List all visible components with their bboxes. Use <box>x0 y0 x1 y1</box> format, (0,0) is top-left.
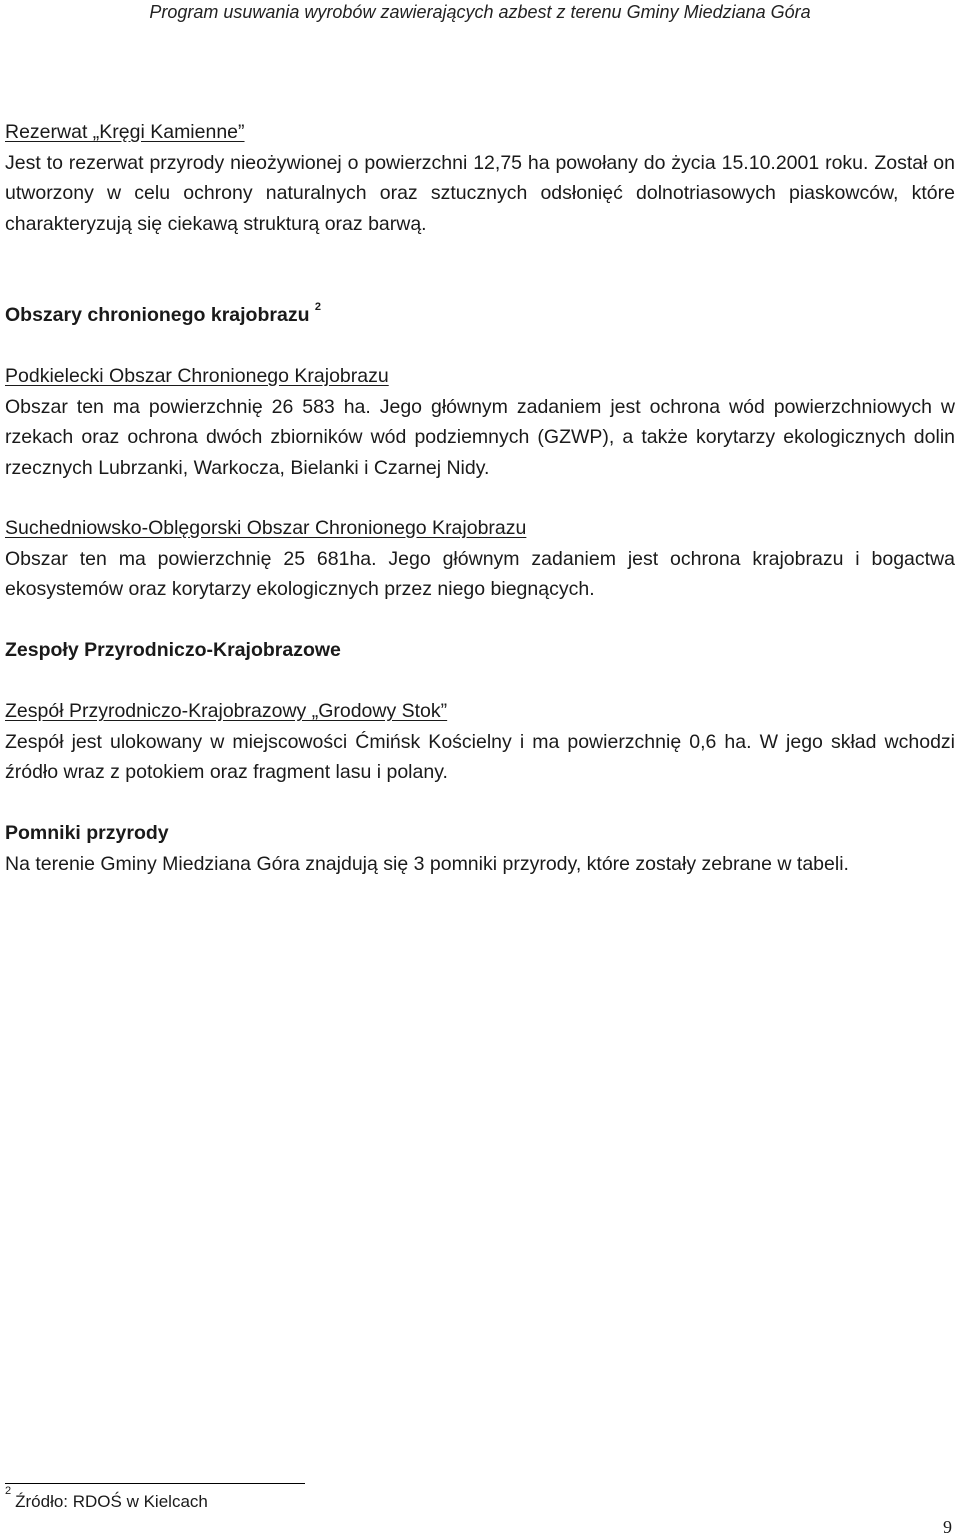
spacer <box>5 483 955 513</box>
spacer <box>5 239 955 270</box>
footnote-reference: 2 <box>314 300 322 313</box>
footnote-text: Źródło: RDOŚ w Kielcach <box>15 1492 208 1511</box>
document-title: Program usuwania wyrobów zawierających azbest z terenu Gminy Miedziana Góra <box>149 2 811 22</box>
grodowy-paragraph: Zespół jest ulokowany w miejscowości Ćmińsk Kościelny i ma powierzchnię 0,6 ha. W jego skład wchodzi źródło wraz z potokiem oraz fragment lasu i polany. <box>5 730 955 783</box>
footnote-number: 2 <box>5 1485 12 1498</box>
spacer <box>5 331 955 362</box>
page-number: 9 <box>943 1517 952 1537</box>
suchedniowsko-paragraph: Obszar ten ma powierzchnię 25 681ha. Jego głównym zadaniem jest ochrona krajobrazu i bogactwa ekosystemów oraz korytarzy ekologicznych przez niego biegnących. <box>5 547 955 600</box>
protected-landscape-heading <box>5 300 955 331</box>
reserve-paragraph: Jest to rezerwat przyrody nieożywionej o powierzchni 12,75 ha powołany do życia 15.10.2001 roku. Został on utworzony w celu ochrony naturalnych oraz sztucznych odsłonięć dolnotriasowych piaskowców, które charakteryzują się ciekawą strukturą oraz barwą. <box>5 151 955 235</box>
spacer <box>5 666 955 697</box>
footnote <box>5 1485 208 1514</box>
spacer <box>5 270 955 301</box>
podkielecki-heading: Podkielecki Obszar Chronionego Krajobrazu <box>5 365 389 387</box>
reserve-heading: Rezerwat „Kręgi Kamienne” <box>5 121 245 143</box>
podkielecki-paragraph: Obszar ten ma powierzchnię 26 583 ha. Jego głównym zadaniem jest ochrona wód powierzchniowych w rzekach oraz ochrona dwóch zbiorników wód podziemnych (GZWP), a także korytarzy ekologicznych dolin rzecznych Lubrzanki, Warkocza, Bielanki i Czarnej Nidy. <box>5 395 955 479</box>
spacer <box>5 605 955 636</box>
footnote-divider <box>5 1483 305 1484</box>
grodowy-heading: Zespół Przyrodniczo-Krajobrazowy „Grodowy Stok” <box>5 700 448 722</box>
page-header <box>0 0 960 24</box>
zespoly-heading: Zespoły Przyrodniczo-Krajobrazowe <box>5 639 341 661</box>
spacer <box>5 788 955 819</box>
pomniki-paragraph: Na terenie Gminy Miedziana Góra znajdują się 3 pomniki przyrody, które zostały zebrane w tabeli. <box>5 852 849 875</box>
suchedniowsko-heading: Suchedniowsko-Oblęgorski Obszar Chronionego Krajobrazu <box>5 517 527 539</box>
protected-landscape-heading-text: Obszary chronionego krajobrazu <box>5 304 310 326</box>
pomniki-heading: Pomniki przyrody <box>5 822 169 844</box>
page-content <box>5 117 955 879</box>
